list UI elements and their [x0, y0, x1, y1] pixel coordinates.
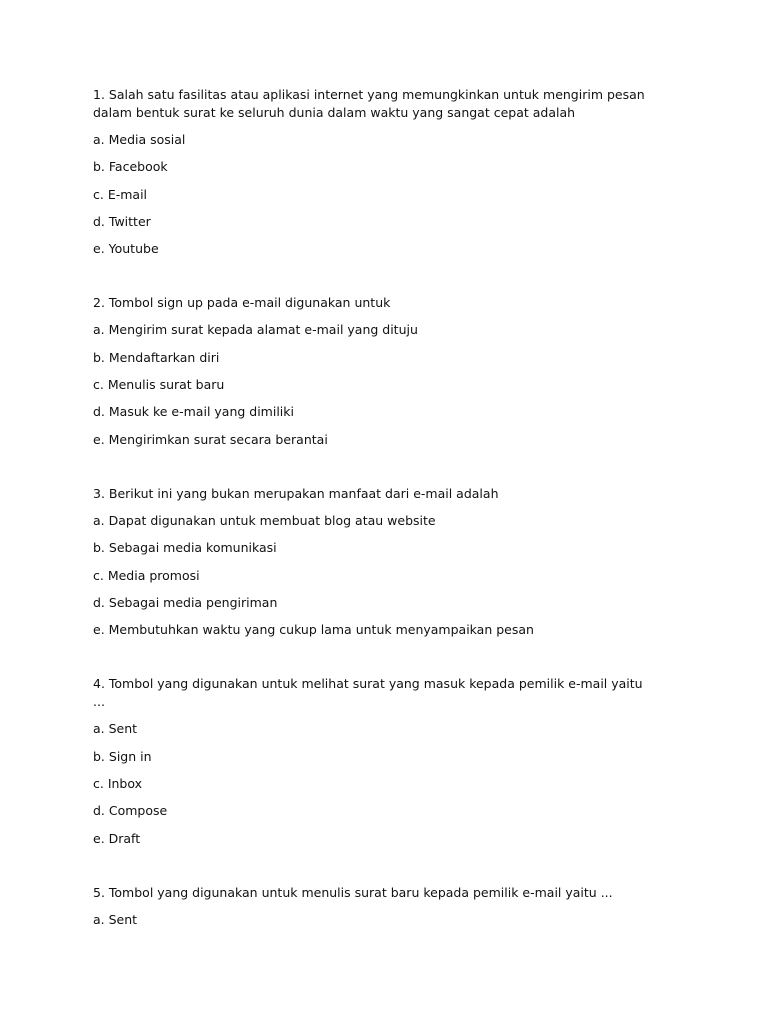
- option-e: e. Membutuhkan waktu yang cukup lama untuk menyampaikan pesan: [93, 622, 534, 638]
- option-a: a. Media sosial: [93, 132, 186, 147]
- option-d: d. Compose: [93, 803, 168, 819]
- question-5: [93, 884, 653, 929]
- option-c: c. Media promosi: [93, 567, 200, 583]
- option-b: b. Sebagai media komunikasi: [93, 540, 277, 556]
- option-e: e. Youtube: [93, 241, 159, 257]
- option-b: b. Sign in: [93, 748, 152, 764]
- option-b: b. Mendaftarkan diri: [93, 349, 220, 365]
- spacer: [93, 267, 653, 294]
- option-b: b. Facebook: [93, 159, 168, 175]
- question-3: [93, 485, 653, 639]
- spacer: [93, 648, 653, 675]
- option-c: c. Inbox: [93, 776, 143, 792]
- question-2: [93, 294, 653, 448]
- option-a: a. Dapat digunakan untuk membuat blog atau website: [93, 512, 436, 528]
- option-c: c. Menulis surat baru: [93, 377, 225, 393]
- question-text: 4. Tombol yang digunakan untuk melihat surat yang masuk kepada pemilik e-mail yaitu ...: [93, 676, 643, 710]
- option-d: d. Sebagai media pengiriman: [93, 594, 278, 610]
- spacer: [93, 857, 653, 884]
- question-text: 3. Berikut ini yang bukan merupakan manfaat dari e-mail adalah: [93, 485, 499, 501]
- option-e: e. Draft: [93, 830, 141, 846]
- question-4: [93, 675, 653, 847]
- option-d: d. Twitter: [93, 213, 151, 229]
- spacer: [93, 458, 653, 485]
- option-a: a. Sent: [93, 721, 138, 737]
- option-a: a. Mengirim surat kepada alamat e-mail yang dituju: [93, 322, 418, 338]
- option-a: a. Sent: [93, 911, 138, 927]
- quiz-list: [93, 86, 653, 938]
- option-d: d. Masuk ke e-mail yang dimiliki: [93, 404, 294, 420]
- question-text: 5. Tombol yang digunakan untuk menulis surat baru kepada pemilik e-mail yaitu ...: [93, 884, 613, 900]
- option-c: c. E-mail: [93, 186, 148, 202]
- question-text: 1. Salah satu fasilitas atau aplikasi internet yang memungkinkan untuk mengirim pesan dalam bentuk surat ke seluruh dunia dalam waktu yang sangat cepat adalah: [93, 87, 645, 120]
- question-1: [93, 86, 653, 258]
- option-e: e. Mengirimkan surat secara berantai: [93, 431, 328, 447]
- question-text: 2. Tombol sign up pada e-mail digunakan untuk: [93, 295, 391, 311]
